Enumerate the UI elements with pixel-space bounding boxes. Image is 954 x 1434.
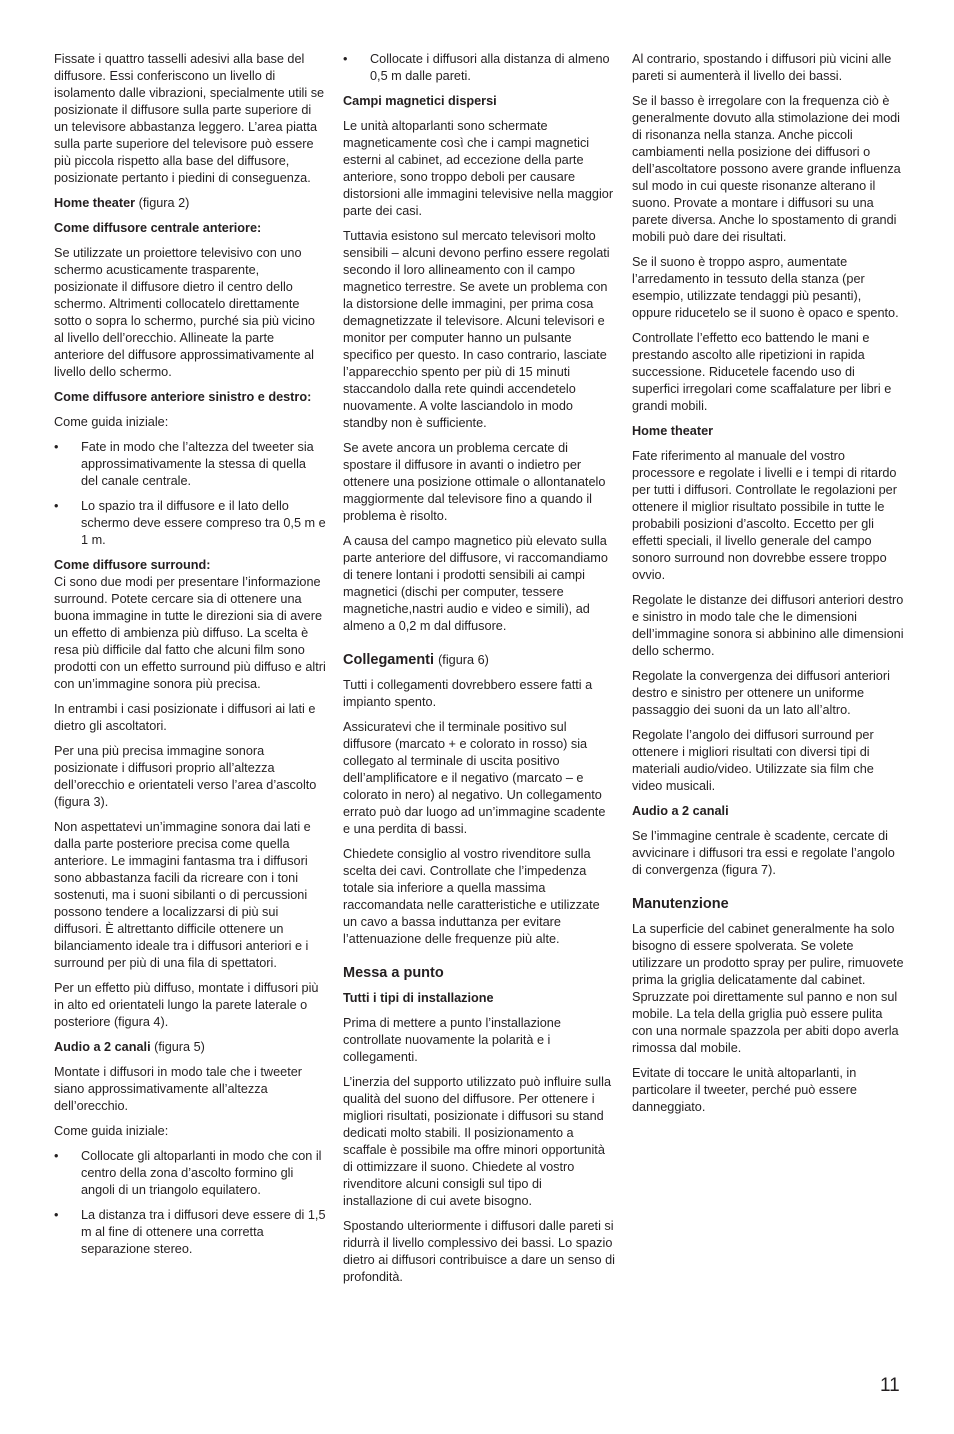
paragraph-contrario: Al contrario, spostando i diffusori più vicini alle pareti si aumenterà il livello dei bassi.	[632, 52, 892, 83]
paragraph-causa: A causa del campo magnetico più elevato sulla parte anteriore del diffusore, vi raccomandiamo di tenere lontani i prodotti sensibili ai campi magnetici (dischi per computer, tessere magnetiche,nastri audio e video e simili), ad almeno a 0,2 m dal diffusore.	[343, 534, 608, 633]
paragraph-distanze: Regolate le distanze dei diffusori anteriori destro e sinistro in modo tale che le dimensioni dell’immagine sonora si abbinino alle dimensioni dello schermo.	[632, 593, 904, 658]
paragraph-immagine-centrale: Se l’immagine centrale è scadente, cercate di avvicinare i diffusori tra essi e regolate l’angolo di convergenza (figura 7).	[632, 829, 895, 877]
heading-home-theater-text: Home theater	[54, 196, 136, 210]
list-item: • Collocate i diffusori alla distanza di almeno 0,5 m dalle pareti.	[343, 51, 615, 85]
heading-sinistro-destro: Come diffusore anteriore sinistro e destro:	[54, 390, 312, 404]
paragraph-superficie: La superficie del cabinet generalmente ha solo bisogno di essere spolverata. Se volete utilizzare un prodotto spray per pulire, rimuovete prima la griglia delicatamente dal cabinet. Spruzzate poi direttamente sul panno e non sul mobile. La tela della griglia può essere pulita con una normale spazzola per abiti dopo averla rimossa dal mobile.	[632, 922, 904, 1055]
list-item: • Fate in modo che l’altezza del tweeter sia approssimativamente la stessa di quella del canale centrale.	[54, 439, 326, 490]
paragraph-precisa: Per una più precisa immagine sonora posizionate i diffusori proprio all’altezza dell’orecchio e orientateli verso l’area d’ascolto (figura 3).	[54, 744, 317, 809]
paragraph-guida: Come guida iniziale:	[54, 415, 169, 429]
heading-centrale: Come diffusore centrale anteriore:	[54, 221, 262, 235]
paragraph-tasselli: Fissate i quattro tasselli adesivi alla base del diffusore. Essi conferiscono un livello di isolamento dalle vibrazioni, specialmente utili se posizionate il diffusore sulla parte superiore di un televisore abbastanza leggero. L’area piatta sulla parte superiore del televisore può essere più piccola rispetto alla base del diffusore, posizionate pertanto i piedini di conseguenza.	[54, 52, 325, 185]
paragraph-prima: Prima di mettere a punto l’installazione controllate nuovamente la polarità e i collegamenti.	[343, 1016, 561, 1064]
figure-ref: (figura 5)	[154, 1040, 205, 1054]
paragraph-tuttavia: Tuttavia esistono sul mercato televisori molto sensibili – alcuni devono perfino essere regolati secondo il loro allineamento con il campo magnetico terrestre. Se avete un problema con la distorsione delle immagini, per prima cosa demagnetizzate il televisore. Alcuni televisori e monitor per computer hanno un pulsante specifico per questo. In caso contrario, lasciate l’apparecchio spento per più di 15 minuti staccandolo dalla rete quindi accendetelo nuovamente. A volte lasciandolo in modo standby non è sufficiente.	[343, 229, 610, 430]
paragraph-evitate: Evitate di toccare le unità altoparlanti, in particolare il tweeter, perché può essere danneggiato.	[632, 1066, 857, 1114]
paragraph-assicuratevi: Assicuratevi che il terminale positivo sul diffusore (marcato + e colorato in rosso) sia collegato al terminale di uscita positivo dell’amplificatore e il negativo (marcato – e colorato in nero) al negativo. Un collegamento errato può dar luogo ad un’immagine scadente e una perdita di bassi.	[343, 720, 606, 836]
paragraph-non-aspettatevi: Non aspettatevi un’immagine sonora dai lati e dalla parte posteriore precisa come quella anteriore. Le immagini fantasma tra i diffusori sono abbastanza facili da ricreare con i toni sostenuti, ma i suoni sibilanti o di percussioni possono tendere a localizzarsi di più sui diffusori. È altrettanto difficile ottenere un bilanciamento ideale tra i diffusori anteriori e i surround per più di una fila di spettatori.	[54, 820, 311, 970]
bullet-list-pareti	[343, 51, 615, 85]
list-item: • La distanza tra i diffusori deve essere di 1,5 m al fine di ottenere una corretta separazione stereo.	[54, 1207, 326, 1258]
figure-ref: (figura 2)	[138, 196, 190, 210]
paragraph-convergenza: Regolate la convergenza dei diffusori anteriori destro e sinistro per ottenere un uniforme passaggio dei suoni da un lato all’altro.	[632, 669, 890, 717]
paragraph-basso: Se il basso è irregolare con la frequenza ciò è generalmente dovuto alla stimolazione dei modi di risonanza nella stanza. Anche piccoli cambiamenti nella posizione dei diffusori o dell’ascoltatore possono avere grande influenza sul modo in cui queste risonanze alterano il suono. Provate a montare i diffusori su una parete diversa. Anche lo spostamento di grandi mobili può dare dei risultati.	[632, 94, 901, 244]
heading-audio-2-canali-text: Audio a 2 canali	[54, 1040, 151, 1054]
paragraph-schermate: Le unità altoparlanti sono schermate magneticamente così che i campi magnetici esterni al cabinet, ad eccezione della parte anteriore, sono troppo deboli per causare distorsioni alle immagini televisive nella maggior parte dei casi.	[343, 119, 614, 218]
column-right	[632, 51, 904, 1124]
column-left	[54, 51, 326, 1266]
paragraph-entrambi: In entrambi i casi posizionate i diffusori ai lati e dietro gli ascoltatori.	[54, 702, 316, 733]
heading-home-theater: Home theater	[632, 424, 714, 438]
paragraph-centrale: Se utilizzate un proiettore televisivo con uno schermo acusticamente trasparente, posizionate il diffusore dietro il centro dello schermo. Altrimenti collocatelo direttamente sotto o sopra lo schermo, purché sia più vicino al livello dell’orecchio. Allineate la parte anteriore del diffusore approssimativamente al livello dello schermo.	[54, 246, 315, 379]
section-collegamenti	[343, 651, 615, 669]
list-item: • Collocate gli altoparlanti in modo che con il centro della zona d’ascolto formino gli angoli di un triangolo equilatero.	[54, 1148, 326, 1199]
heading-tutti-tipi: Tutti i tipi di installazione	[343, 991, 494, 1005]
heading-campi-magnetici: Campi magnetici dispersi	[343, 94, 497, 108]
paragraph-tutti-collegamenti: Tutti i collegamenti dovrebbero essere fatti a impianto spento.	[343, 678, 593, 709]
paragraph-eco: Controllate l’effetto eco battendo le mani e prestando ascolto alle ripetizioni in rapida successione. Riducetele facendo uso di superfici irregolari come scaffalature per libri e grandi mobili.	[632, 331, 892, 413]
paragraph-ancora: Se avete ancora un problema cercate di spostare il diffusore in avanti o indietro per ottenere una posizione ottimale o allontanatelo maggiormente dal televisore fino a quando il problema è risolto.	[343, 441, 606, 523]
bullet-list-audio	[54, 1148, 326, 1258]
figure-ref: (figura 6)	[438, 653, 489, 667]
paragraph-angolo: Regolate l’angolo dei diffusori surround per ottenere i migliori risultati con diversi tipi di materiali audio/video. Utilizzate sia film che video musicali.	[632, 728, 874, 793]
heading-home-theater	[54, 195, 326, 212]
section-collegamenti-title: Collegamenti	[343, 652, 435, 668]
paragraph-guida-2: Come guida iniziale:	[54, 1124, 169, 1138]
paragraph-spostando: Spostando ulteriormente i diffusori dalle pareti si ridurrà il livello complessivo dei bassi. Lo spazio dietro ai diffusori contribuisce a dare un senso di profondità.	[343, 1219, 616, 1284]
paragraph-chiedete: Chiedete consiglio al vostro rivenditore sulla scelta dei cavi. Controllate che l’impedenza totale sia inferiore a quella massima raccomandata nelle caratteristiche e utilizzate un cavo a bassa induttanza per evitare l’attenuazione delle frequenze più alte.	[343, 847, 600, 946]
paragraph-aspro: Se il suono è troppo aspro, aumentate l’arredamento in tessuto della stanza (per esempio, utilizzate tendaggi più pesanti), oppure riducetelo se il suono è opaco e spento.	[632, 255, 899, 320]
page-number: 11	[880, 1375, 900, 1396]
paragraph-montate: Montate i diffusori in modo tale che i tweeter siano approssimativamente all’altezza dell’orecchio.	[54, 1065, 303, 1113]
list-item: • Lo spazio tra il diffusore e il lato dello schermo deve essere compreso tra 0,5 m e 1 m.	[54, 498, 326, 549]
paragraph-diffuso: Per un effetto più diffuso, montate i diffusori più in alto ed orientateli lungo la parete laterale o posteriore (figura 4).	[54, 981, 319, 1029]
heading-audio-2-canali: Audio a 2 canali	[632, 804, 729, 818]
heading-surround: Come diffusore surround:	[54, 558, 211, 572]
section-manutenzione: Manutenzione	[632, 896, 729, 912]
heading-audio-2-canali	[54, 1039, 326, 1056]
paragraph-fate-riferimento: Fate riferimento al manuale del vostro processore e regolate i livelli e i tempi di ritardo per tutti i diffusori. Controllate le regolazioni per ottenere il miglior risultato possibile in tutte le probabili posizioni d’ascolto. Eccetto per gli effetti speciali, il livello generale del campo sonoro surround non dovrebbe essere troppo ovvio.	[632, 449, 897, 582]
paragraph-inerzia: L’inerzia del supporto utilizzato può influire sulla qualità del suono del diffusore. Per ottenere i migliori risultati, posizionate i diffusori su stand dedicati molto stabili. Il posizionamento a scaffale è possibile ma offre minori opportunità di ottimizzare il suono. Chiedete al vostro rivenditore alcuni consigli sul tipo di installazione di cui avete bisogno.	[343, 1075, 612, 1208]
section-messa-a-punto: Messa a punto	[343, 965, 444, 981]
paragraph-surround: Ci sono due modi per presentare l’informazione surround. Potete cercare sia di ottenere una buona immagine in tutte le direzioni sia di avere un effetto di ambienza più diffuso. La scelta è resa più difficile dal fatto che alcuni film sono prodotti con un effetto surround più diffuso e altri con un’immagine sonora più precisa.	[54, 575, 326, 691]
bullet-list-sinistro-destro	[54, 439, 326, 549]
column-middle	[343, 51, 615, 1294]
